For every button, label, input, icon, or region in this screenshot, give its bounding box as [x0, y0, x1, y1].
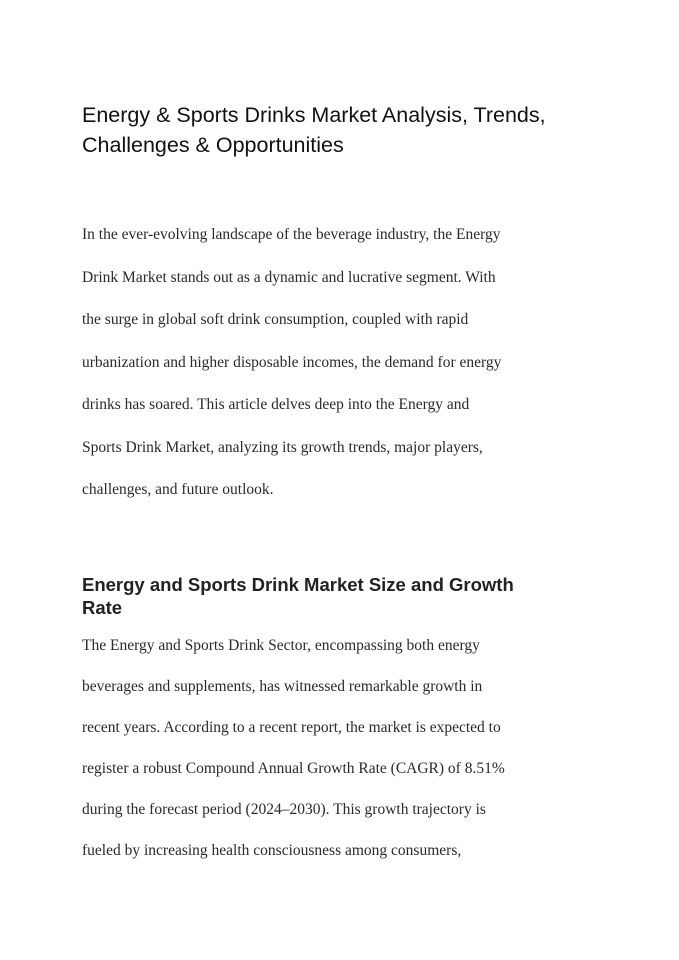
page-title [82, 100, 602, 160]
text-line: drinks has soared. This article delves deep into the Energy and [82, 396, 470, 413]
heading-line: Rate [82, 597, 123, 618]
heading-line: Energy and Sports Drink Market Size and Growth [82, 574, 514, 595]
text-line: fueled by increasing health consciousness among consumers, [82, 842, 462, 859]
text-line: recent years. According to a recent report, the market is expected to [82, 719, 501, 736]
text-line: urbanization and higher disposable incomes, the demand for energy [82, 353, 502, 371]
text-line: beverages and supplements, has witnessed remarkable growth in [82, 678, 483, 695]
text-line: challenges, and future outlook. [82, 481, 274, 498]
text-line: The Energy and Sports Drink Sector, encompassing both energy [82, 637, 480, 654]
title-line: Energy & Sports Drinks Market Analysis, Trends, [82, 103, 546, 127]
market-growth-paragraph [82, 633, 505, 879]
text-line: Drink Market stands out as a dynamic and lucrative segment. With [82, 268, 496, 286]
text-line: the surge in global soft drink consumption, coupled with rapid [82, 311, 469, 328]
text-line: register a robust Compound Annual Growth Rate (CAGR) of 8.51% [82, 760, 505, 777]
text-line: Sports Drink Market, analyzing its growth trends, major players, [82, 438, 483, 456]
text-line: In the ever-evolving landscape of the beverage industry, the Energy [82, 226, 501, 243]
intro-paragraph [82, 222, 501, 520]
text-line: during the forecast period (2024–2030). This growth trajectory is [82, 801, 486, 818]
section-heading [82, 573, 602, 619]
title-line: Challenges & Opportunities [82, 133, 344, 157]
